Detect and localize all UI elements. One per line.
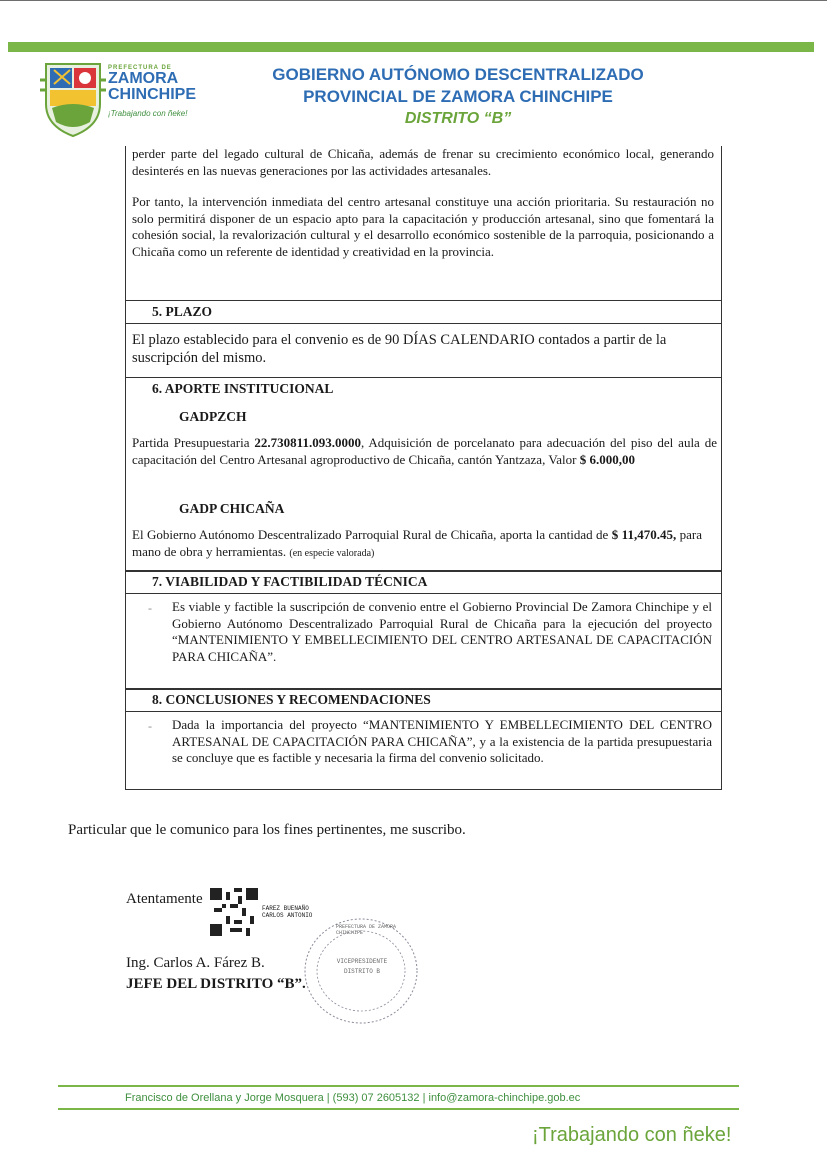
header-line2: PROVINCIAL DE ZAMORA CHINCHIPE (303, 87, 613, 106)
signer-name: Ing. Carlos A. Fárez B. (126, 955, 265, 971)
section-8-heading: 8. CONCLUSIONES Y RECOMENDACIONES (126, 689, 721, 712)
chicana-contribution-rest: para mano de obra y herramientas. (132, 527, 702, 559)
signer-title: JEFE DEL DISTRITO “B”. (126, 976, 306, 992)
logo-name-line1: ZAMORA (108, 70, 179, 87)
qr-code-icon (210, 888, 258, 936)
document-header (228, 64, 688, 130)
section-plazo (125, 300, 722, 378)
footer-slogan: ¡Trabajando con ñeke! (532, 1124, 732, 1146)
qr-signer-line1: FAREZ BUENAÑO (262, 905, 309, 912)
section-6-sub-gadp-chicana: GADP CHICAÑA (179, 501, 285, 516)
continuation-box (125, 146, 722, 301)
prefectura-logo (40, 60, 220, 140)
section-6-heading: 6. APORTE INSTITUCIONAL (152, 381, 334, 396)
section-5-text: El plazo establecido para el convenio es de 90 DÍAS CALENDARIO contados a partir de la suscripción del mismo. (132, 332, 667, 366)
logo-name-line2: CHINCHIPE (108, 86, 197, 103)
partida-description: , Adquisición de porcelanato para adecuación del piso del aula de capacitación del Centro Artesanal agroproductivo de Chicaña, cantón Yantzaza, Valor (132, 435, 717, 467)
stamp-inner-line2: DISTRITO B (343, 968, 380, 975)
partida-code: 22.730811.093.0000 (254, 435, 361, 450)
stamp-inner-line1: VICEPRESIDENTE (336, 958, 388, 965)
header-green-bar (8, 42, 814, 52)
section-7-text: Es viable y factible la suscripción de convenio entre el Gobierno Provincial De Zamora Chinchipe y el Gobierno Autónomo Descentralizado Parroquial Rural de Chicaña para la ejecución del proyecto “MANTENIMIENTO Y EMBELLECIMIENTO DEL CENTRO ARTESANAL DE CAPACITACIÓN PARA CHICAÑA”. (172, 599, 712, 664)
logo-prefix: PREFECTURA DE (108, 65, 172, 71)
qr-signer-line2: CARLOS ANTONIO (262, 912, 313, 919)
chicana-contribution-value: $ 11,470.45, (611, 527, 677, 542)
section-5-heading: 5. PLAZO (126, 301, 721, 324)
top-border-line (0, 0, 827, 1)
chicana-contribution-note: (en especie valorada) (289, 547, 375, 559)
header-line1: GOBIERNO AUTÓNOMO DESCENTRALIZADO (272, 65, 644, 84)
footer-address: Francisco de Orellana y Jorge Mosquera | (593) 07 2605132 | info@zamora-chinchipe.gob.ec (125, 1092, 581, 1104)
section-6-paragraph-1 (132, 435, 717, 468)
stamp-outer-text: PREFECTURA DE ZAMORA CHINCHIPE (336, 924, 397, 936)
section-7-bullet: - (148, 601, 152, 615)
section-7-heading: 7. VIABILIDAD Y FACTIBILIDAD TÉCNICA (126, 571, 721, 594)
logo-text (108, 65, 196, 118)
partida-prefix: Partida Presupuestaria (132, 435, 255, 450)
partida-value: $ 6.000,00 (579, 451, 635, 467)
official-stamp (302, 916, 420, 1026)
continuation-paragraph-1: perder parte del legado cultural de Chicaña, además de frenar su crecimiento económico local, generando desinterés en las nuevas generaciones por las actividades artesanales. (132, 146, 714, 178)
section-6-paragraph-2 (132, 527, 702, 562)
closing-sentence: Particular que le comunico para los fines pertinentes, me suscribo. (68, 822, 466, 838)
section-viabilidad (125, 570, 722, 690)
section-8-bullet: - (148, 719, 152, 733)
chicana-contribution-text: El Gobierno Autónomo Descentralizado Parroquial Rural de Chicaña, aporta la cantidad de (132, 527, 612, 542)
footer-line-bottom (58, 1108, 739, 1110)
section-conclusiones (125, 688, 722, 790)
section-6-sub-gadpzch: GADPZCH (179, 409, 247, 424)
continuation-paragraph-2: Por tanto, la intervención inmediata del centro artesanal constituye una acción prioritaria. Su restauración no solo permitirá disponer de un espacio apto para la capacitación y producción artesanal, sino que fomentará la cohesión social, la revalorización cultural y el desarrollo económico sostenible de la parroquia, posicionando a Chicaña como un referente de identidad y creatividad en la provincia. (132, 194, 714, 259)
logo-tagline: ¡Trabajando con ñeke! (108, 109, 188, 118)
coat-of-arms-icon (40, 60, 106, 138)
footer-line-top (58, 1085, 739, 1087)
signature-greeting: Atentamente (126, 891, 203, 907)
section-aporte (125, 377, 722, 572)
section-8-text: Dada la importancia del proyecto “MANTENIMIENTO Y EMBELLECIMIENTO DEL CENTRO ARTESANAL DE CAPACITACIÓN PARA CHICAÑA”, y a la existencia de la partida presupuestaria se concluye que es factible y necesaria la firma del convenio solicitado. (172, 717, 712, 765)
header-line3: DISTRITO “B” (404, 110, 512, 127)
